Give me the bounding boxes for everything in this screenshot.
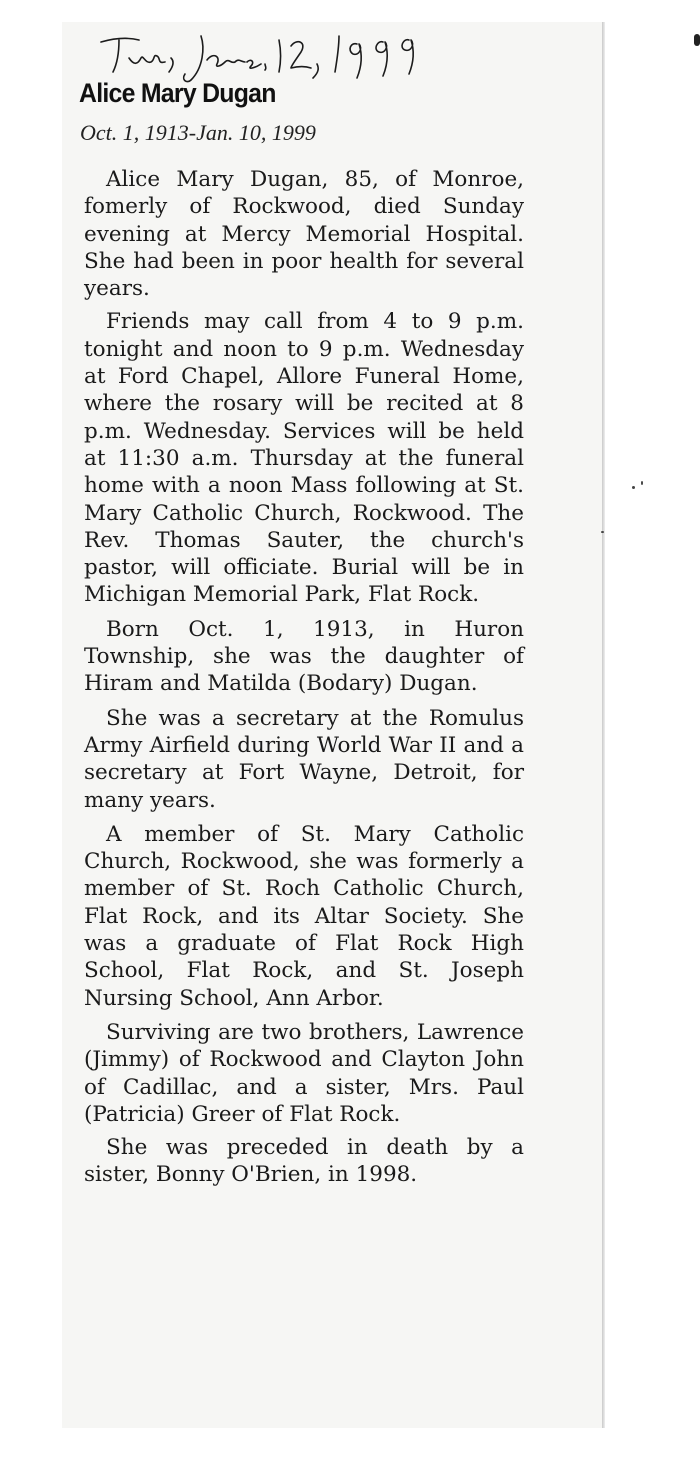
scan-speck [641,481,643,485]
paragraph-birth: Born Oct. 1, 1913, in Huron Township, she was the daughter of Hiram and Matilda (Bodary) Dugan. [84,616,524,697]
obituary-headline: Alice Mary Dugan [79,78,276,108]
paragraph-death-notice: Alice Mary Dugan, 85, of Monroe, fomerly of Rockwood, died Sunday evening at Mercy Memorial Hospital. She had been in poor health for several years. [84,167,524,302]
paragraph-preceded-in-death: She was preceded in death by a sister, Bonny O'Brien, in 1998. [84,1135,524,1188]
paragraph-survivors: Surviving are two brothers, Lawrence (Jimmy) of Rockwood and Clayton John of Cadillac, and a sister, Mrs. Paul (Patricia) Greer of Flat Rock. [84,1019,524,1127]
scan-speck [694,34,700,46]
life-dates: Oct. 1, 1913-Jan. 10, 1999 [80,120,316,145]
scan-speck [601,531,604,533]
obituary-body [84,166,524,1191]
paragraph-services: Friends may call from 4 to 9 p.m. tonight and noon to 9 p.m. Wednesday at Ford Chapel, Allore Funeral Home, where the rosary will be recited at 8 p.m. Wednesday. Services will be held at 11:30 a.m. Thursday at the funeral home with a noon Mass following at St. Mary Catholic Church, Rockwood. The Rev. Thomas Sauter, the church's pastor, will officiate. Burial will be in Michigan Memorial Park, Flat Rock. [84,309,524,608]
scan-speck [632,486,635,489]
paragraph-church-and-education: A member of St. Mary Catholic Church, Rockwood, she was formerly a member of St. Roch Catholic Church, Flat Rock, and its Altar Society. She was a graduate of Flat Rock High School, Flat Rock, and St. Joseph Nursing School, Ann Arbor. [84,821,524,1011]
paragraph-career: She was a secretary at the Romulus Army Airfield during World War II and a secretary at Fort Wayne, Detroit, for many years. [84,705,524,813]
